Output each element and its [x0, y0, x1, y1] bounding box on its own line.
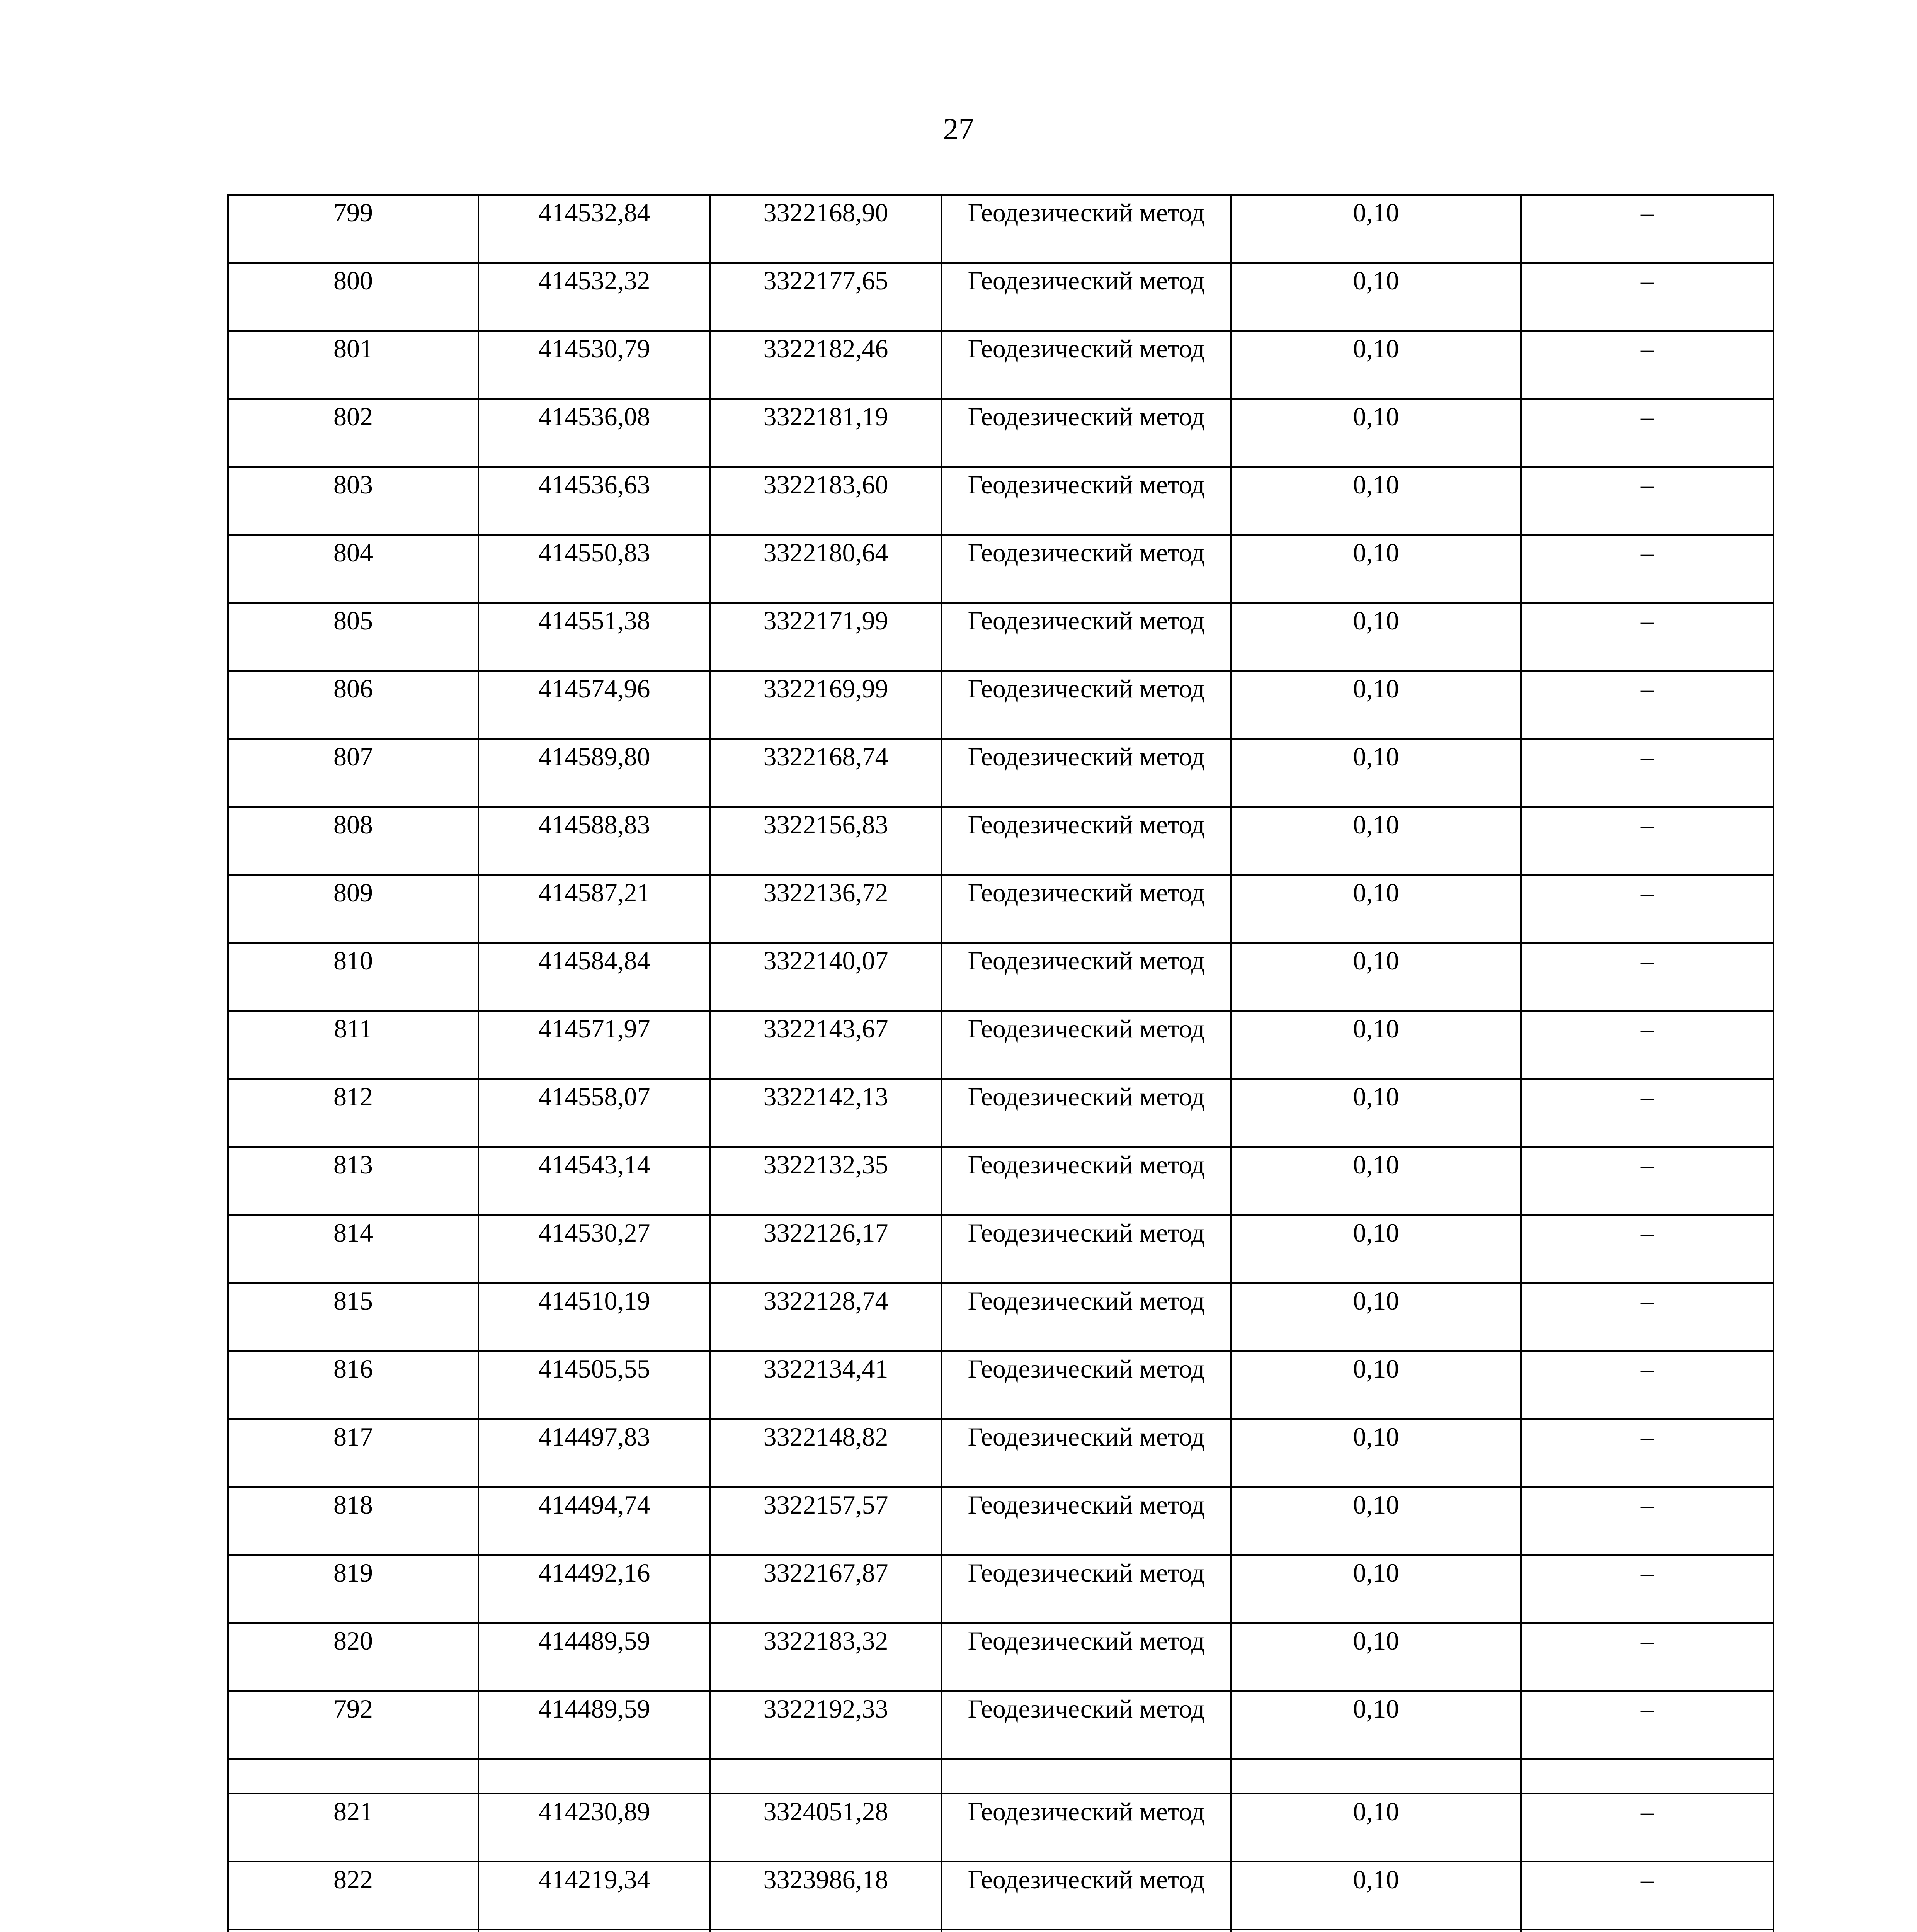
point-number-cell: 820 — [228, 1623, 478, 1691]
accuracy-cell: 0,10 — [1231, 1555, 1521, 1623]
method-cell: Геодезический метод — [941, 1487, 1231, 1555]
table-row — [228, 1351, 1774, 1419]
note-cell: – — [1521, 1351, 1774, 1419]
y-coordinate-cell: 3322140,07 — [710, 943, 941, 1011]
x-coordinate-cell: 414530,27 — [478, 1215, 710, 1283]
y-coordinate-cell: 3324051,28 — [710, 1794, 941, 1862]
note-cell: – — [1521, 535, 1774, 603]
note-cell: – — [1521, 1215, 1774, 1283]
note-cell: – — [1521, 1794, 1774, 1862]
accuracy-cell — [1231, 1930, 1521, 1932]
y-coordinate-cell: 3322142,13 — [710, 1079, 941, 1147]
method-cell: Геодезический метод — [941, 1011, 1231, 1079]
table-row — [228, 1215, 1774, 1283]
y-coordinate-cell: 3323986,18 — [710, 1862, 941, 1930]
method-cell: Геодезический метод — [941, 1623, 1231, 1691]
accuracy-cell: 0,10 — [1231, 671, 1521, 739]
method-cell: Геодезический метод — [941, 1691, 1231, 1759]
note-cell: – — [1521, 1691, 1774, 1759]
table-row — [228, 603, 1774, 671]
x-coordinate-cell: 414494,74 — [478, 1487, 710, 1555]
accuracy-cell: 0,10 — [1231, 399, 1521, 467]
method-cell: Геодезический метод — [941, 535, 1231, 603]
y-coordinate-cell: 3322136,72 — [710, 875, 941, 943]
point-number-cell: 822 — [228, 1862, 478, 1930]
table-row — [228, 399, 1774, 467]
note-cell: – — [1521, 467, 1774, 535]
table-row — [228, 1487, 1774, 1555]
x-coordinate-cell: 414510,19 — [478, 1283, 710, 1351]
accuracy-cell: 0,10 — [1231, 875, 1521, 943]
accuracy-cell: 0,10 — [1231, 1079, 1521, 1147]
method-cell: Геодезический метод — [941, 807, 1231, 875]
y-coordinate-cell: 3322167,87 — [710, 1555, 941, 1623]
table-row — [228, 671, 1774, 739]
accuracy-cell: 0,10 — [1231, 1691, 1521, 1759]
accuracy-cell: 0,10 — [1231, 467, 1521, 535]
table-row — [228, 1623, 1774, 1691]
table-row — [228, 875, 1774, 943]
note-cell: – — [1521, 1623, 1774, 1691]
accuracy-cell: 0,10 — [1231, 739, 1521, 807]
x-coordinate-cell: 414589,80 — [478, 739, 710, 807]
x-coordinate-cell: 414219,34 — [478, 1862, 710, 1930]
point-number-cell: 807 — [228, 739, 478, 807]
method-cell: Геодезический метод — [941, 1079, 1231, 1147]
table-row — [228, 1759, 1774, 1794]
x-coordinate-cell: 414551,38 — [478, 603, 710, 671]
method-cell: Геодезический метод — [941, 671, 1231, 739]
x-coordinate-cell: 414543,14 — [478, 1147, 710, 1215]
method-cell: Геодезический метод — [941, 263, 1231, 331]
x-coordinate-cell — [478, 1759, 710, 1794]
y-coordinate-cell: 3322128,74 — [710, 1283, 941, 1351]
point-number-cell: 816 — [228, 1351, 478, 1419]
method-cell: Геодезический метод — [941, 331, 1231, 399]
coordinates-table — [227, 194, 1774, 1932]
y-coordinate-cell: 3322148,82 — [710, 1419, 941, 1487]
note-cell: – — [1521, 603, 1774, 671]
point-number-cell: 804 — [228, 535, 478, 603]
y-coordinate-cell: 3322168,74 — [710, 739, 941, 807]
x-coordinate-cell: 414550,83 — [478, 535, 710, 603]
note-cell: – — [1521, 331, 1774, 399]
table-row — [228, 1419, 1774, 1487]
point-number-cell: 805 — [228, 603, 478, 671]
y-coordinate-cell: 3322134,41 — [710, 1351, 941, 1419]
point-number-cell — [228, 1759, 478, 1794]
note-cell: – — [1521, 1862, 1774, 1930]
note-cell: – — [1521, 739, 1774, 807]
note-cell: – — [1521, 1283, 1774, 1351]
note-cell: – — [1521, 1487, 1774, 1555]
table-row — [228, 739, 1774, 807]
x-coordinate-cell: 414536,63 — [478, 467, 710, 535]
note-cell: – — [1521, 671, 1774, 739]
accuracy-cell: 0,10 — [1231, 1283, 1521, 1351]
note-cell: – — [1521, 807, 1774, 875]
method-cell: Геодезический метод — [941, 943, 1231, 1011]
method-cell: Геодезический метод — [941, 875, 1231, 943]
method-cell: Геодезический метод — [941, 1794, 1231, 1862]
accuracy-cell — [1231, 1759, 1521, 1794]
accuracy-cell: 0,10 — [1231, 263, 1521, 331]
x-coordinate-cell: 414571,97 — [478, 1011, 710, 1079]
x-coordinate-cell: 414584,84 — [478, 943, 710, 1011]
y-coordinate-cell: 3322183,60 — [710, 467, 941, 535]
y-coordinate-cell: 3322143,67 — [710, 1011, 941, 1079]
table-row — [228, 263, 1774, 331]
accuracy-cell: 0,10 — [1231, 1794, 1521, 1862]
method-cell: Геодезический метод — [941, 1862, 1231, 1930]
note-cell: – — [1521, 399, 1774, 467]
table-row — [228, 807, 1774, 875]
note-cell: – — [1521, 1555, 1774, 1623]
x-coordinate-cell: 414497,83 — [478, 1419, 710, 1487]
accuracy-cell: 0,10 — [1231, 807, 1521, 875]
x-coordinate-cell: 414558,07 — [478, 1079, 710, 1147]
note-cell: – — [1521, 263, 1774, 331]
note-cell: – — [1521, 943, 1774, 1011]
point-number-cell: 814 — [228, 1215, 478, 1283]
point-number-cell: 817 — [228, 1419, 478, 1487]
table-row — [228, 467, 1774, 535]
x-coordinate-cell: 414574,96 — [478, 671, 710, 739]
point-number-cell: 802 — [228, 399, 478, 467]
method-cell: Геодезический метод — [941, 399, 1231, 467]
accuracy-cell: 0,10 — [1231, 1147, 1521, 1215]
point-number-cell: 801 — [228, 331, 478, 399]
point-number-cell: 811 — [228, 1011, 478, 1079]
point-number-cell: 812 — [228, 1079, 478, 1147]
method-cell: Геодезический метод — [941, 739, 1231, 807]
point-number-cell: 821 — [228, 1794, 478, 1862]
x-coordinate-cell: 414505,55 — [478, 1351, 710, 1419]
table-row — [228, 195, 1774, 263]
method-cell: Геодезический метод — [941, 1555, 1231, 1623]
point-number-cell: 792 — [228, 1691, 478, 1759]
accuracy-cell: 0,10 — [1231, 1215, 1521, 1283]
table-row — [228, 1930, 1774, 1932]
method-cell: Геодезический метод — [941, 1283, 1231, 1351]
x-coordinate-cell: 414536,08 — [478, 399, 710, 467]
x-coordinate-cell: 414587,21 — [478, 875, 710, 943]
point-number-cell: 799 — [228, 195, 478, 263]
method-cell: Геодезический метод — [941, 467, 1231, 535]
y-coordinate-cell: 3322157,57 — [710, 1487, 941, 1555]
accuracy-cell: 0,10 — [1231, 331, 1521, 399]
point-number-cell — [228, 1930, 478, 1932]
table-row — [228, 1794, 1774, 1862]
method-cell: Геодезический метод — [941, 1419, 1231, 1487]
method-cell: Геодезический метод — [941, 1215, 1231, 1283]
table-row — [228, 1283, 1774, 1351]
table-row — [228, 535, 1774, 603]
table-row — [228, 331, 1774, 399]
y-coordinate-cell: 3322171,99 — [710, 603, 941, 671]
table-row — [228, 1555, 1774, 1623]
x-coordinate-cell: 414532,32 — [478, 263, 710, 331]
accuracy-cell: 0,10 — [1231, 1419, 1521, 1487]
accuracy-cell: 0,10 — [1231, 603, 1521, 671]
note-cell: – — [1521, 195, 1774, 263]
method-cell — [941, 1759, 1231, 1794]
note-cell: – — [1521, 1147, 1774, 1215]
x-coordinate-cell: 414489,59 — [478, 1691, 710, 1759]
y-coordinate-cell: 3322168,90 — [710, 195, 941, 263]
y-coordinate-cell — [710, 1759, 941, 1794]
y-coordinate-cell: 3322156,83 — [710, 807, 941, 875]
point-number-cell: 818 — [228, 1487, 478, 1555]
x-coordinate-cell: 414530,79 — [478, 331, 710, 399]
accuracy-cell: 0,10 — [1231, 943, 1521, 1011]
y-coordinate-cell: 3322126,17 — [710, 1215, 941, 1283]
point-number-cell: 815 — [228, 1283, 478, 1351]
y-coordinate-cell — [710, 1930, 941, 1932]
point-number-cell: 809 — [228, 875, 478, 943]
point-number-cell: 803 — [228, 467, 478, 535]
note-cell: – — [1521, 1419, 1774, 1487]
note-cell — [1521, 1930, 1774, 1932]
accuracy-cell: 0,10 — [1231, 1351, 1521, 1419]
method-cell: Геодезический метод — [941, 195, 1231, 263]
y-coordinate-cell: 3322181,19 — [710, 399, 941, 467]
accuracy-cell: 0,10 — [1231, 195, 1521, 263]
x-coordinate-cell: 414230,89 — [478, 1794, 710, 1862]
y-coordinate-cell: 3322183,32 — [710, 1623, 941, 1691]
x-coordinate-cell: 414492,16 — [478, 1555, 710, 1623]
y-coordinate-cell: 3322180,64 — [710, 535, 941, 603]
table-row — [228, 1862, 1774, 1930]
x-coordinate-cell — [478, 1930, 710, 1932]
accuracy-cell: 0,10 — [1231, 1623, 1521, 1691]
y-coordinate-cell: 3322132,35 — [710, 1147, 941, 1215]
table-row — [228, 1691, 1774, 1759]
method-cell — [941, 1930, 1231, 1932]
accuracy-cell: 0,10 — [1231, 535, 1521, 603]
x-coordinate-cell: 414588,83 — [478, 807, 710, 875]
y-coordinate-cell: 3322177,65 — [710, 263, 941, 331]
table-row — [228, 1147, 1774, 1215]
point-number-cell: 808 — [228, 807, 478, 875]
point-number-cell: 800 — [228, 263, 478, 331]
accuracy-cell: 0,10 — [1231, 1862, 1521, 1930]
point-number-cell: 819 — [228, 1555, 478, 1623]
note-cell: – — [1521, 1011, 1774, 1079]
x-coordinate-cell: 414489,59 — [478, 1623, 710, 1691]
x-coordinate-cell: 414532,84 — [478, 195, 710, 263]
method-cell: Геодезический метод — [941, 1351, 1231, 1419]
y-coordinate-cell: 3322182,46 — [710, 331, 941, 399]
note-cell: – — [1521, 875, 1774, 943]
accuracy-cell: 0,10 — [1231, 1011, 1521, 1079]
point-number-cell: 806 — [228, 671, 478, 739]
point-number-cell: 810 — [228, 943, 478, 1011]
y-coordinate-cell: 3322169,99 — [710, 671, 941, 739]
table-row — [228, 1011, 1774, 1079]
table-row — [228, 943, 1774, 1011]
table-row — [228, 1079, 1774, 1147]
method-cell: Геодезический метод — [941, 603, 1231, 671]
y-coordinate-cell: 3322192,33 — [710, 1691, 941, 1759]
method-cell: Геодезический метод — [941, 1147, 1231, 1215]
note-cell: – — [1521, 1079, 1774, 1147]
accuracy-cell: 0,10 — [1231, 1487, 1521, 1555]
note-cell — [1521, 1759, 1774, 1794]
page-number: 27 — [943, 112, 974, 146]
point-number-cell: 813 — [228, 1147, 478, 1215]
